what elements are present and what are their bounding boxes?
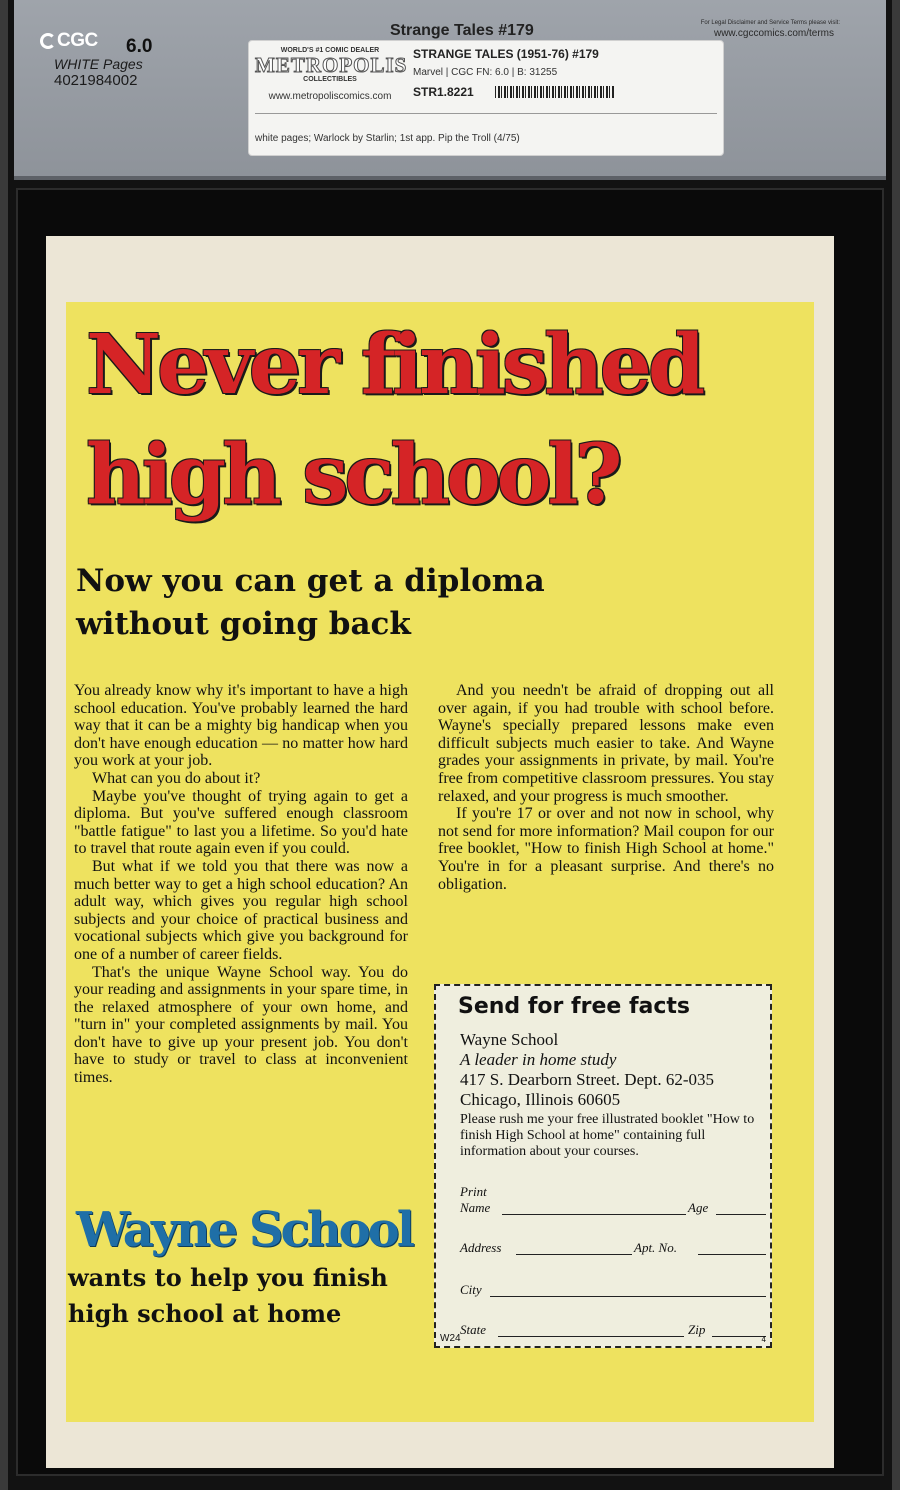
barcode	[495, 86, 615, 98]
body-paragraph: That's the unique Wayne School way. You do your reading and assignments in your spare time, in the relaxed atmosphere of your own home, and "turn in" your completed assignments by mail. You don't have to give up your present job. You don't have to study or travel to class at inconvenient times.	[74, 963, 408, 1087]
coupon-address-1: 417 S. Dearborn Street. Dept. 62-035	[460, 1070, 715, 1089]
book-title: STRANGE TALES (1951-76) #179	[413, 47, 599, 61]
brand-tagline-line-2: high school at home	[68, 1299, 342, 1328]
coupon-title: Send for free facts	[458, 994, 691, 1019]
field-city-line[interactable]	[490, 1296, 766, 1297]
field-address-line[interactable]	[516, 1254, 632, 1255]
field-zip-line[interactable]	[712, 1336, 766, 1337]
field-state-line[interactable]	[498, 1336, 684, 1337]
page-number: 4	[761, 1335, 766, 1344]
dealer-logo	[255, 47, 408, 109]
brand-tagline	[68, 1260, 408, 1332]
field-address-label: Address	[460, 1240, 502, 1255]
sku-code: STR1.8221	[413, 85, 474, 99]
field-zip-label: Zip	[688, 1322, 706, 1337]
field-apt-label: Apt. No.	[634, 1240, 677, 1255]
dealer-subtitle: COLLECTIBLES	[303, 76, 357, 83]
field-name-line[interactable]	[502, 1214, 686, 1215]
brand-logo: Wayne School	[76, 1202, 412, 1258]
book-details: Marvel | CGC FN: 6.0 | B: 31255	[413, 67, 558, 78]
body-paragraph: What can you do about it?	[92, 769, 261, 787]
field-state-label: State	[460, 1322, 486, 1337]
field-state[interactable]	[460, 1320, 766, 1340]
ad-headline	[86, 310, 816, 530]
cgc-logo	[40, 30, 100, 52]
coupon-code: W24	[440, 1333, 461, 1344]
cgc-logo-text: CGC	[57, 30, 98, 51]
brand-tagline-line-1: wants to help you finish	[68, 1263, 388, 1292]
wayne-school-ad	[66, 302, 814, 1422]
body-paragraph: But what if we told you that there was now a much better way to get a high school education? An adult way, which gives you regular high school subjects and your choice of practical business and vocational subjects which give you background for one of a number of career fields.	[74, 857, 408, 963]
ad-subhead	[76, 560, 636, 646]
page-quality: WHITE Pages	[54, 56, 143, 72]
subhead-line-2: without going back	[76, 606, 411, 642]
grade: 6.0	[126, 36, 153, 57]
dealer-tagline: WORLD'S #1 COMIC DEALER	[280, 47, 380, 54]
field-city[interactable]	[460, 1280, 766, 1300]
body-column-right	[438, 682, 774, 893]
legal-note: For Legal Disclaimer and Service Terms please visit:	[700, 20, 840, 26]
cert-number: 4021984002	[54, 72, 138, 89]
info-card	[248, 40, 724, 156]
dealer-name: METROPOLIS	[255, 53, 408, 77]
field-age-label: Age	[688, 1200, 709, 1215]
mail-coupon	[434, 984, 772, 1348]
coupon-school: Wayne School	[460, 1030, 559, 1049]
grading-label	[14, 0, 886, 180]
field-print-label: Print	[460, 1184, 487, 1199]
legal-url[interactable]: www.cgccomics.com/terms	[713, 28, 834, 39]
field-age-line[interactable]	[716, 1214, 766, 1215]
label-title: Strange Tales #179	[390, 22, 534, 39]
body-paragraph: And you needn't be afraid of dropping out all over again, if you had trouble with school before. Wayne's specially prepared lessons make even difficult subjects much easier to take. And Wayne grades your assignments in private, by mail. You're free from competitive classroom pressures. You stay relaxed, and your progress is much smoother.	[438, 682, 774, 805]
field-name-label: Name	[460, 1200, 491, 1215]
field-apt-line[interactable]	[698, 1254, 766, 1255]
body-paragraph: Maybe you've thought of trying again to get a diploma. But you've suffered enough classroom "battle fatigue" to last you a lifetime. So you'd hate to travel that route again even if you could.	[74, 787, 408, 858]
headline-line-2: high school?	[86, 427, 619, 523]
field-address[interactable]	[460, 1238, 766, 1258]
coupon-address-2: Chicago, Illinois 60605	[460, 1090, 621, 1109]
field-name[interactable]	[460, 1184, 766, 1218]
cgc-swoosh-icon	[40, 33, 56, 49]
headline-line-1: Never finished	[86, 317, 702, 413]
field-city-label: City	[460, 1282, 482, 1297]
card-divider	[255, 113, 717, 114]
dealer-url[interactable]: www.metropoliscomics.com	[268, 91, 392, 102]
coupon-motto: A leader in home study	[460, 1050, 617, 1069]
body-paragraph: If you're 17 or over and not now in school, why not send for more information? Mail coupon for our free booklet, "How to finish High School at home." You're in for a pleasant surprise. And there's no obligation.	[438, 805, 774, 893]
body-paragraph: You already know why it's important to have a high school education. You've probably learned the hard way that it can be a mighty big handicap when you don't have enough education — no matter how hard you work at your job.	[74, 682, 408, 770]
book-notes: white pages; Warlock by Starlin; 1st app. Pip the Troll (4/75)	[255, 133, 520, 144]
coupon-body: Please rush me your free illustrated booklet "How to finish High School at home" containing full information about your courses.	[460, 1112, 755, 1159]
body-column-left	[74, 682, 408, 1087]
subhead-line-1: Now you can get a diploma	[76, 563, 545, 599]
comic-back-cover	[46, 236, 834, 1468]
